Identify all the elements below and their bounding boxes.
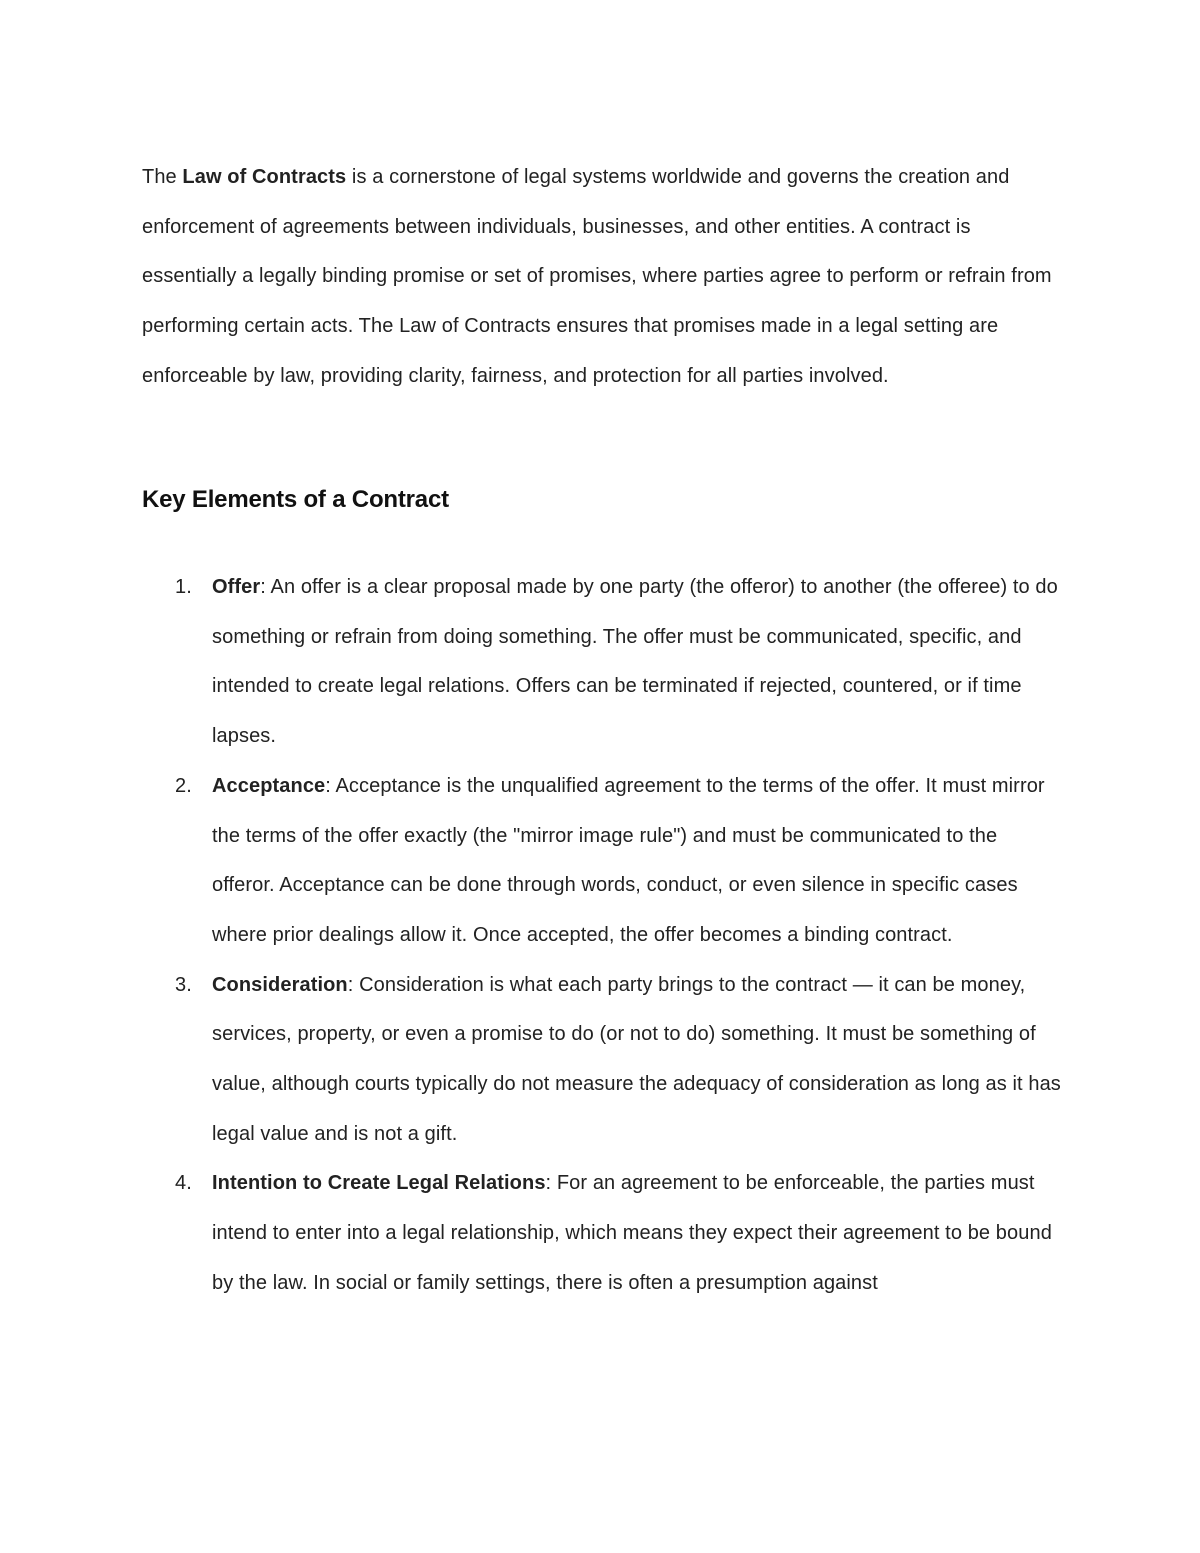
list-item: [142, 961, 1062, 1160]
list-item-text: : An offer is a clear proposal made by one party (the offeror) to another (the offeree) to do something or refrain from doing something. The offer must be communicated, specific, and intended to create legal relations. Offers can be terminated if rejected, countered, or if time lapses.: [212, 576, 1058, 748]
list-item: [142, 1159, 1062, 1308]
intro-text: is a cornerstone of legal systems worldwide and governs the creation and enforcement of agreements between individuals, businesses, and other entities. A contract is essentially a legally binding promise or set of promises, where parties agree to perform or refrain from performing certain acts. The Law of Contracts ensures that promises made in a legal setting are enforceable by law, providing clarity, fairness, and protection for all parties involved.: [142, 166, 1052, 387]
list-item-term: Acceptance: [212, 774, 326, 797]
list-item-text: : Consideration is what each party brings to the contract — it can be money, services, property, or even a promise to do (or not to do) something. It must be something of value, although courts typically do not measure the adequacy of consideration as long as it has legal value and is not a gift.: [212, 973, 1061, 1145]
document-body: [142, 153, 1062, 1294]
list-item-term: Consideration: [212, 973, 348, 996]
list-item-number: 4.: [175, 1172, 192, 1195]
list-item-term: Intention to Create Legal Relations: [212, 1172, 546, 1195]
intro-term: Law of Contracts: [182, 166, 347, 188]
list-item-number: 2.: [175, 774, 192, 797]
intro-prefix: The: [142, 166, 183, 188]
list-item-number: 1.: [175, 576, 192, 598]
list-item-term: Offer: [212, 576, 261, 598]
intro-paragraph: [142, 153, 1062, 402]
section-heading: Key Elements of a Contract: [142, 486, 449, 513]
list-item-text: : For an agreement to be enforceable, the parties must intend to enter into a legal relationship, which means they expect their agreement to be bound by the law. In social or family settings, there is often a presumption against: [212, 1172, 1052, 1294]
list-item: [142, 762, 1062, 961]
list-item: [142, 563, 1062, 762]
key-elements-list: [142, 563, 1062, 1309]
list-item-number: 3.: [175, 973, 192, 996]
list-item-text: : Acceptance is the unqualified agreement to the terms of the offer. It must mirror the terms of the offer exactly (the "mirror image rule") and must be communicated to the offeror. Acceptance can be done through words, conduct, or even silence in specific cases where prior dealings allow it. Once accepted, the offer becomes a binding contract.: [212, 774, 1045, 946]
